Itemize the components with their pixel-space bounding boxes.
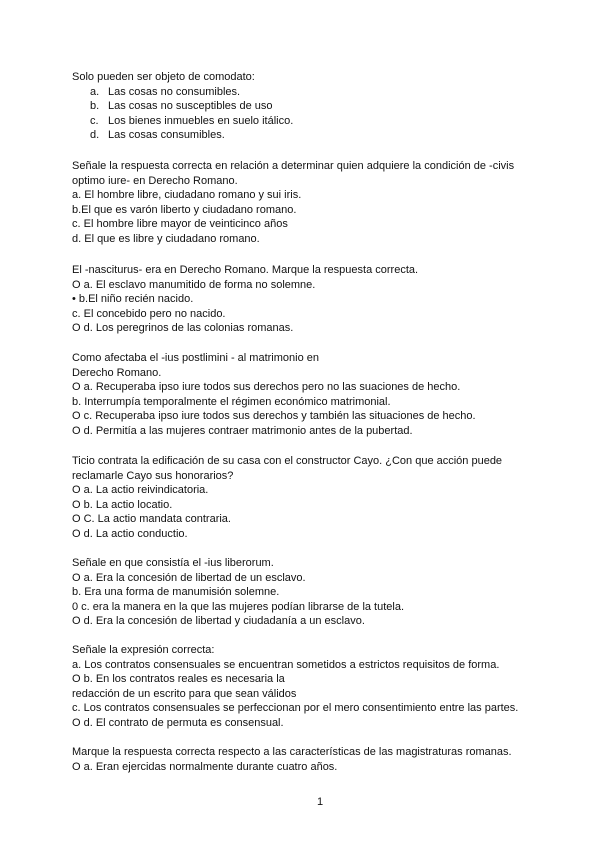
question-text: Como afectaba el -ius postlimini - al matrimonio en bbox=[72, 352, 319, 364]
answer-option: O d. El contrato de permuta es consensual. bbox=[72, 716, 284, 729]
answer-option: O a. La actio reivindicatoria. bbox=[72, 484, 209, 497]
question-text: Señale la respuesta correcta en relación a determinar quien adquiere la condición de -civis bbox=[72, 160, 515, 172]
option-b bbox=[72, 99, 542, 114]
answer-option: O a. El esclavo manumitido de forma no solemne. bbox=[72, 278, 316, 291]
option-text: Los bienes inmuebles en suelo itálico. bbox=[108, 114, 294, 127]
option-marker: b. bbox=[90, 100, 100, 113]
answer-option: O b. La actio locatio. bbox=[72, 498, 173, 511]
answer-option: b.El que es varón liberto y ciudadano romano. bbox=[72, 203, 297, 216]
answer-option: O d. Permitía a las mujeres contraer matrimonio antes de la pubertad. bbox=[72, 424, 413, 437]
answer-option: a. El hombre libre, ciudadano romano y sui iris. bbox=[72, 189, 302, 202]
question-text: Solo pueden ser objeto de comodato: bbox=[72, 71, 255, 83]
option-text: Las cosas consumibles. bbox=[108, 129, 225, 142]
answer-option: • b.El niño recién nacido. bbox=[72, 293, 194, 306]
question-text: optimo iure- en Derecho Romano. bbox=[72, 174, 238, 187]
question-text: Señale la expresión correcta: bbox=[72, 644, 215, 656]
answer-option: O b. En los contratos reales es necesaria la bbox=[72, 673, 285, 686]
question-text: Ticio contrata la edificación de su casa con el constructor Cayo. ¿Con que acción puede bbox=[72, 455, 503, 467]
question-8 bbox=[72, 745, 542, 774]
answer-option: b. Era una forma de manumisión solemne. bbox=[72, 586, 280, 599]
option-marker: a. bbox=[90, 85, 100, 98]
option-marker: d. bbox=[90, 129, 100, 142]
option-text: Las cosas no consumibles. bbox=[108, 85, 241, 98]
question-1 bbox=[72, 70, 542, 143]
answer-option: c. El concebido pero no nacido. bbox=[72, 307, 226, 320]
answer-option: redacción de un escrito para que sean válidos bbox=[72, 687, 297, 700]
answer-option: 0 c. era la manera en la que las mujeres podían librarse de la tutela. bbox=[72, 600, 405, 613]
answer-option: d. El que es libre y ciudadano romano. bbox=[72, 232, 260, 245]
answer-option: c. El hombre libre mayor de veinticinco años bbox=[72, 218, 288, 231]
question-7 bbox=[72, 643, 542, 731]
question-6 bbox=[72, 556, 542, 629]
question-5 bbox=[72, 454, 542, 542]
answer-option: a. Los contratos consensuales se encuentran sometidos a estrictos requisitos de forma. bbox=[72, 658, 500, 671]
question-text: reclamarle Cayo sus honorarios? bbox=[72, 469, 234, 482]
answer-option: O a. Eran ejercidas normalmente durante cuatro años. bbox=[72, 760, 338, 773]
answer-option: O d. La actio conductio. bbox=[72, 527, 188, 540]
question-text: Derecho Romano. bbox=[72, 366, 162, 379]
question-4 bbox=[72, 351, 542, 439]
question-text: Señale en que consistía el -ius liberorum. bbox=[72, 557, 274, 569]
answer-option: O d. Los peregrinos de las colonias romanas. bbox=[72, 322, 294, 335]
question-text: Marque la respuesta correcta respecto a las características de las magistraturas romanas. bbox=[72, 746, 512, 758]
answer-option: O c. Recuperaba ipso iure todos sus derechos y también las situaciones de hecho. bbox=[72, 410, 476, 423]
answer-option: O a. Era la concesión de libertad de un esclavo. bbox=[72, 571, 306, 584]
answer-option: O d. Era la concesión de libertad y ciudadanía a un esclavo. bbox=[72, 615, 365, 628]
option-d bbox=[72, 128, 542, 143]
answer-option: O a. Recuperaba ipso iure todos sus derechos pero no las suaciones de hecho. bbox=[72, 381, 461, 394]
page-number: 1 bbox=[316, 796, 324, 808]
option-a bbox=[72, 85, 542, 100]
option-marker: c. bbox=[90, 114, 99, 127]
question-3 bbox=[72, 263, 542, 336]
answer-option: O C. La actio mandata contraria. bbox=[72, 513, 231, 526]
answer-option: b. Interrumpía temporalmente el régimen económico matrimonial. bbox=[72, 395, 391, 408]
option-text: Las cosas no susceptibles de uso bbox=[108, 100, 273, 113]
option-c bbox=[72, 114, 542, 129]
question-2 bbox=[72, 159, 542, 247]
question-text: El -nasciturus- era en Derecho Romano. Marque la respuesta correcta. bbox=[72, 264, 419, 276]
answer-option: c. Los contratos consensuales se perfeccionan por el mero consentimiento entre las partes. bbox=[72, 702, 519, 715]
